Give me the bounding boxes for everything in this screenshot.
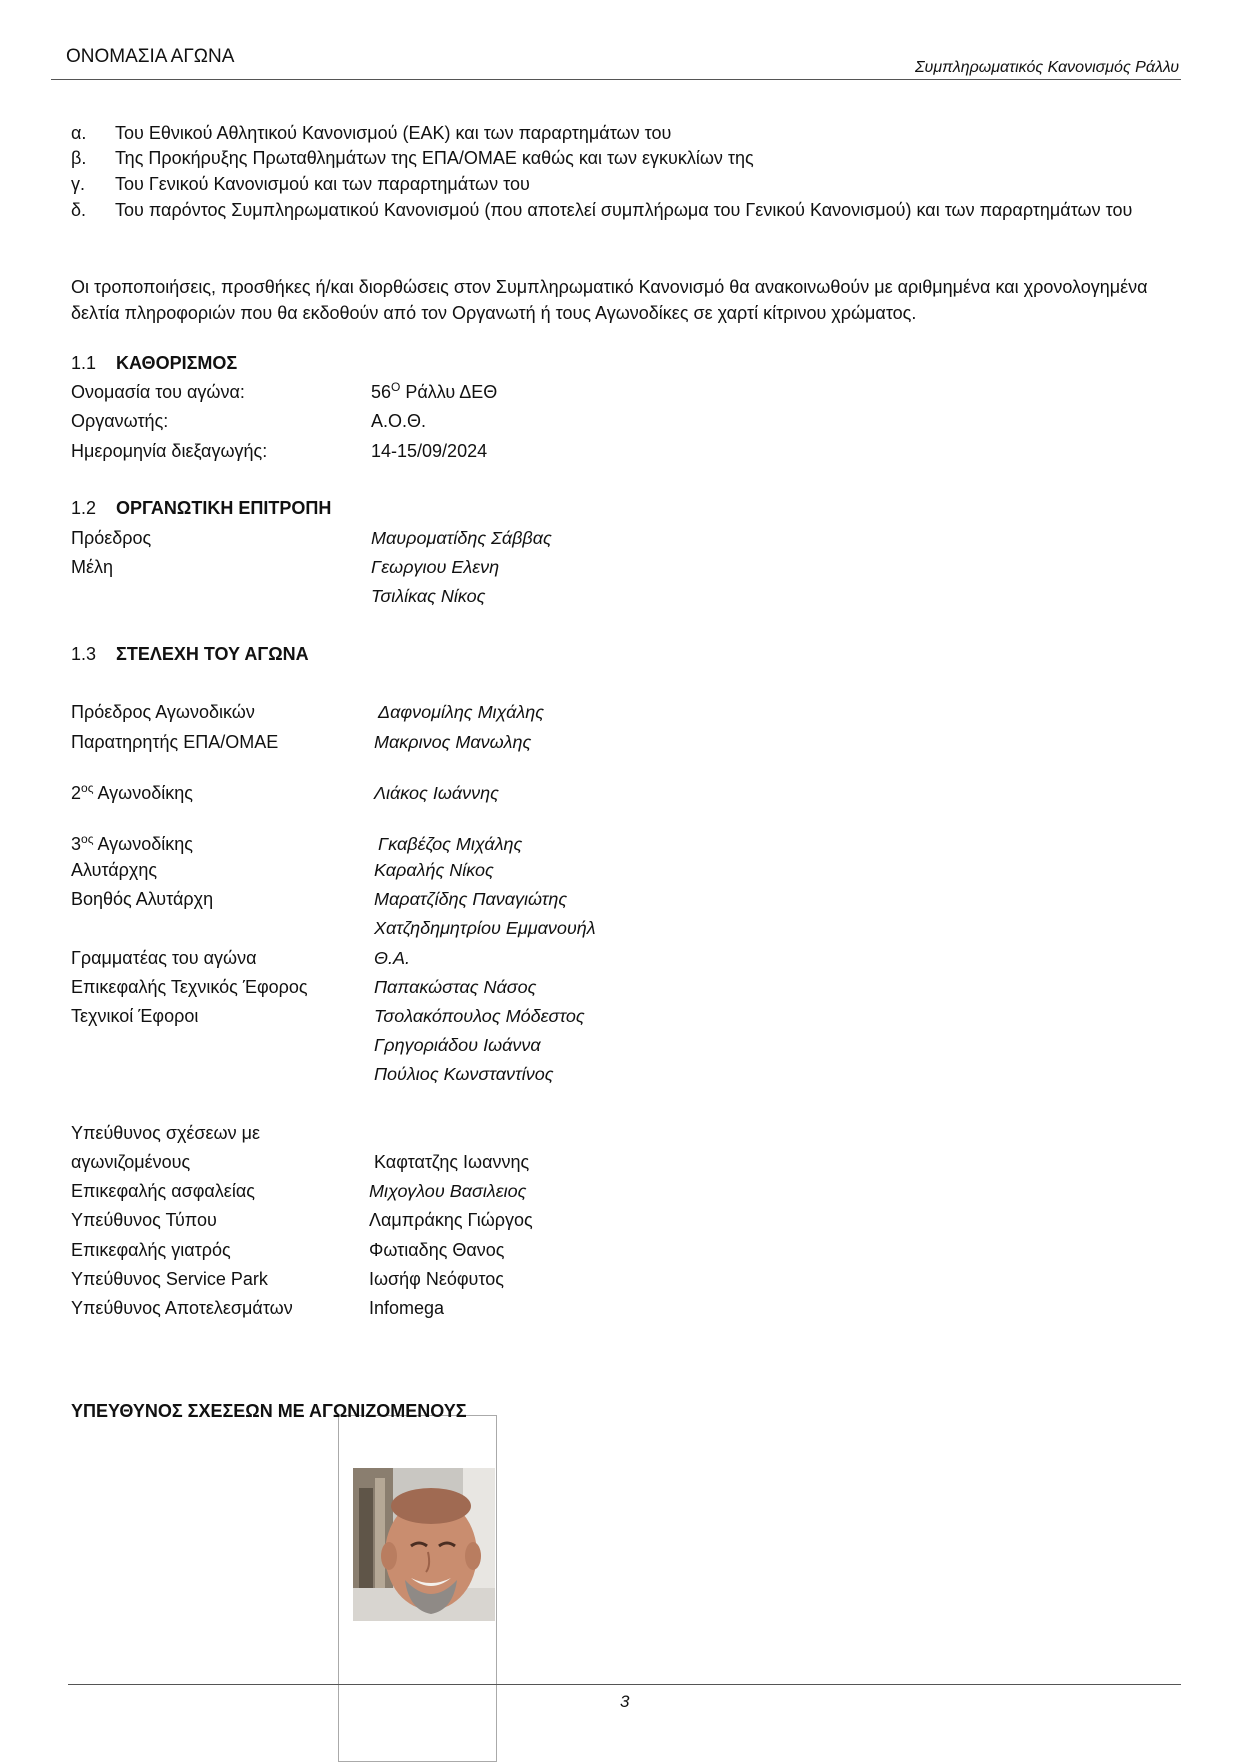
field-label: Υπεύθυνος Αποτελεσμάτων bbox=[71, 1298, 293, 1318]
field-value: Γρηγοριάδου Ιωάννα bbox=[374, 1035, 541, 1055]
field-label: Τεχνικοί Έφοροι bbox=[71, 1006, 199, 1026]
field-value: Παπακώστας Νάσος bbox=[374, 977, 537, 997]
field-value: Ιωσήφ Νεόφυτος bbox=[369, 1269, 504, 1289]
field-value: Τσιλίκας Νίκος bbox=[371, 586, 486, 606]
officer-photo bbox=[353, 1468, 495, 1621]
field-value: Γκαβέζος Μιχάλης bbox=[378, 834, 523, 854]
list-marker: δ. bbox=[71, 200, 87, 220]
field-label: Παρατηρητής ΕΠΑ/ΟΜΑΕ bbox=[71, 732, 279, 752]
field-label: Επικεφαλής γιατρός bbox=[71, 1240, 231, 1260]
field-label: Υπεύθυνος Service Park bbox=[71, 1269, 268, 1289]
field-value: Δαφνομίλης Μιχάλης bbox=[378, 702, 544, 722]
field-label: Υπεύθυνος σχέσεων με bbox=[71, 1123, 260, 1143]
field-value: Χατζηδημητρίου Εμμανουήλ bbox=[374, 918, 596, 938]
field-value: Γεωργιου Ελενη bbox=[371, 557, 500, 577]
field-value: Τσολακόπουλος Μόδεστος bbox=[374, 1006, 585, 1026]
footer-rule bbox=[68, 1684, 1181, 1685]
field-label: αγωνιζομένους bbox=[71, 1152, 191, 1172]
section-number: 1.3 bbox=[71, 644, 97, 664]
event-name-value: $56^O$ Ράλλυ ΔΕΘ bbox=[371, 380, 498, 402]
section-number: 1.2 bbox=[71, 498, 97, 518]
field-label: Μέλη bbox=[71, 557, 114, 577]
organizer-value: Α.Ο.Θ. bbox=[371, 411, 427, 431]
field-label: $3^{o\varsigma}$ Αγωνοδίκης bbox=[71, 832, 193, 854]
field-label: Αλυτάρχης bbox=[71, 860, 158, 880]
date-value: 14-15/09/2024 bbox=[371, 441, 488, 461]
field-value: Λιάκος Ιωάννης bbox=[374, 783, 499, 803]
field-value: Θ.Α. bbox=[374, 948, 411, 968]
field-label: $2^{o\varsigma}$ Αγωνοδίκης bbox=[71, 781, 193, 803]
section-title: ΟΡΓΑΝΩΤΙΚΗ ΕΠΙΤΡΟΠΗ bbox=[116, 498, 332, 518]
page-number: 3 bbox=[620, 1692, 630, 1711]
document-subtitle: Συμπληρωματικός Κανονισμός Ράλλυ bbox=[914, 59, 1179, 76]
field-label: Ονομασία του αγώνα: bbox=[71, 382, 245, 402]
field-value: Φωτιαδης Θανος bbox=[369, 1240, 505, 1260]
list-text: Του παρόντος Συμπληρωματικού Κανονισμού (που αποτελεί συμπλήρωμα του Γενικού Κανονισμού) και των παραρτημάτων του bbox=[115, 200, 1133, 220]
section-heading bbox=[71, 350, 237, 376]
field-value: Λαμπράκης Γιώργος bbox=[369, 1210, 533, 1230]
amendments-paragraph: Οι τροποποιήσεις, προσθήκες ή/και διορθώσεις στον Συμπληρωματικό Κανονισμό θα ανακοινωθούν με αριθμημένα και χρονολογημένα δελτία πληροφοριών που θα εκδοθούν από τον Οργανωτή ή τους Αγωνοδίκες σε χαρτί κίτρινου χρώματος. bbox=[71, 277, 1148, 323]
field-label: Πρόεδρος bbox=[71, 528, 152, 548]
section-title: ΚΑΘΟΡΙΣΜΟΣ bbox=[116, 353, 238, 373]
field-value: Καφτατζης Ιωαννης bbox=[374, 1152, 530, 1172]
field-label: Επικεφαλής ασφαλείας bbox=[71, 1181, 255, 1201]
list-text: Της Προκήρυξης Πρωταθλημάτων της ΕΠΑ/ΟΜΑΕ καθώς και των εγκυκλίων της bbox=[115, 148, 754, 168]
field-label: Πρόεδρος Αγωνοδικών bbox=[71, 702, 255, 722]
section-title: ΣΤΕΛΕΧΗ ΤΟΥ ΑΓΩΝΑ bbox=[116, 644, 309, 664]
list-text: Του Εθνικού Αθλητικού Κανονισμού (ΕΑΚ) και των παραρτημάτων του bbox=[115, 123, 672, 143]
field-value: Infomega bbox=[369, 1298, 445, 1318]
field-label: Ημερομηνία διεξαγωγής: bbox=[71, 441, 268, 461]
field-value: Μακρινος Μανωλης bbox=[374, 732, 532, 752]
field-value: Μιχογλου Βασιλειος bbox=[369, 1181, 527, 1201]
header-rule bbox=[51, 79, 1181, 80]
field-label: Υπεύθυνος Τύπου bbox=[71, 1210, 217, 1230]
field-label: Γραμματέας του αγώνα bbox=[71, 948, 257, 968]
section-heading bbox=[71, 495, 331, 521]
field-value: Μαρατζίδης Παναγιώτης bbox=[374, 889, 568, 909]
list-marker: α. bbox=[71, 123, 87, 143]
document-title: ΟΝΟΜΑΣΙΑ ΑΓΩΝΑ bbox=[66, 46, 235, 67]
field-label: Οργανωτής: bbox=[71, 411, 169, 431]
field-value: Πούλιος Κωνσταντίνος bbox=[374, 1064, 554, 1084]
list-marker: β. bbox=[71, 148, 87, 168]
list-text: Του Γενικού Κανονισμού και των παραρτημάτων του bbox=[115, 174, 530, 194]
field-value: Μαυροματίδης Σάββας bbox=[371, 528, 552, 548]
relations-officer-heading: ΥΠΕΥΘΥΝΟΣ ΣΧΕΣΕΩΝ ΜΕ ΑΓΩΝΙΖΟΜΕΝΟΥΣ bbox=[71, 1401, 467, 1421]
section-heading bbox=[71, 641, 309, 667]
list-marker: γ. bbox=[71, 174, 86, 194]
field-label: Επικεφαλής Τεχνικός Έφορος bbox=[71, 977, 308, 997]
section-number: 1.1 bbox=[71, 353, 97, 373]
field-label: Βοηθός Αλυτάρχη bbox=[71, 889, 214, 909]
field-value: Καραλής Νίκος bbox=[374, 860, 494, 880]
